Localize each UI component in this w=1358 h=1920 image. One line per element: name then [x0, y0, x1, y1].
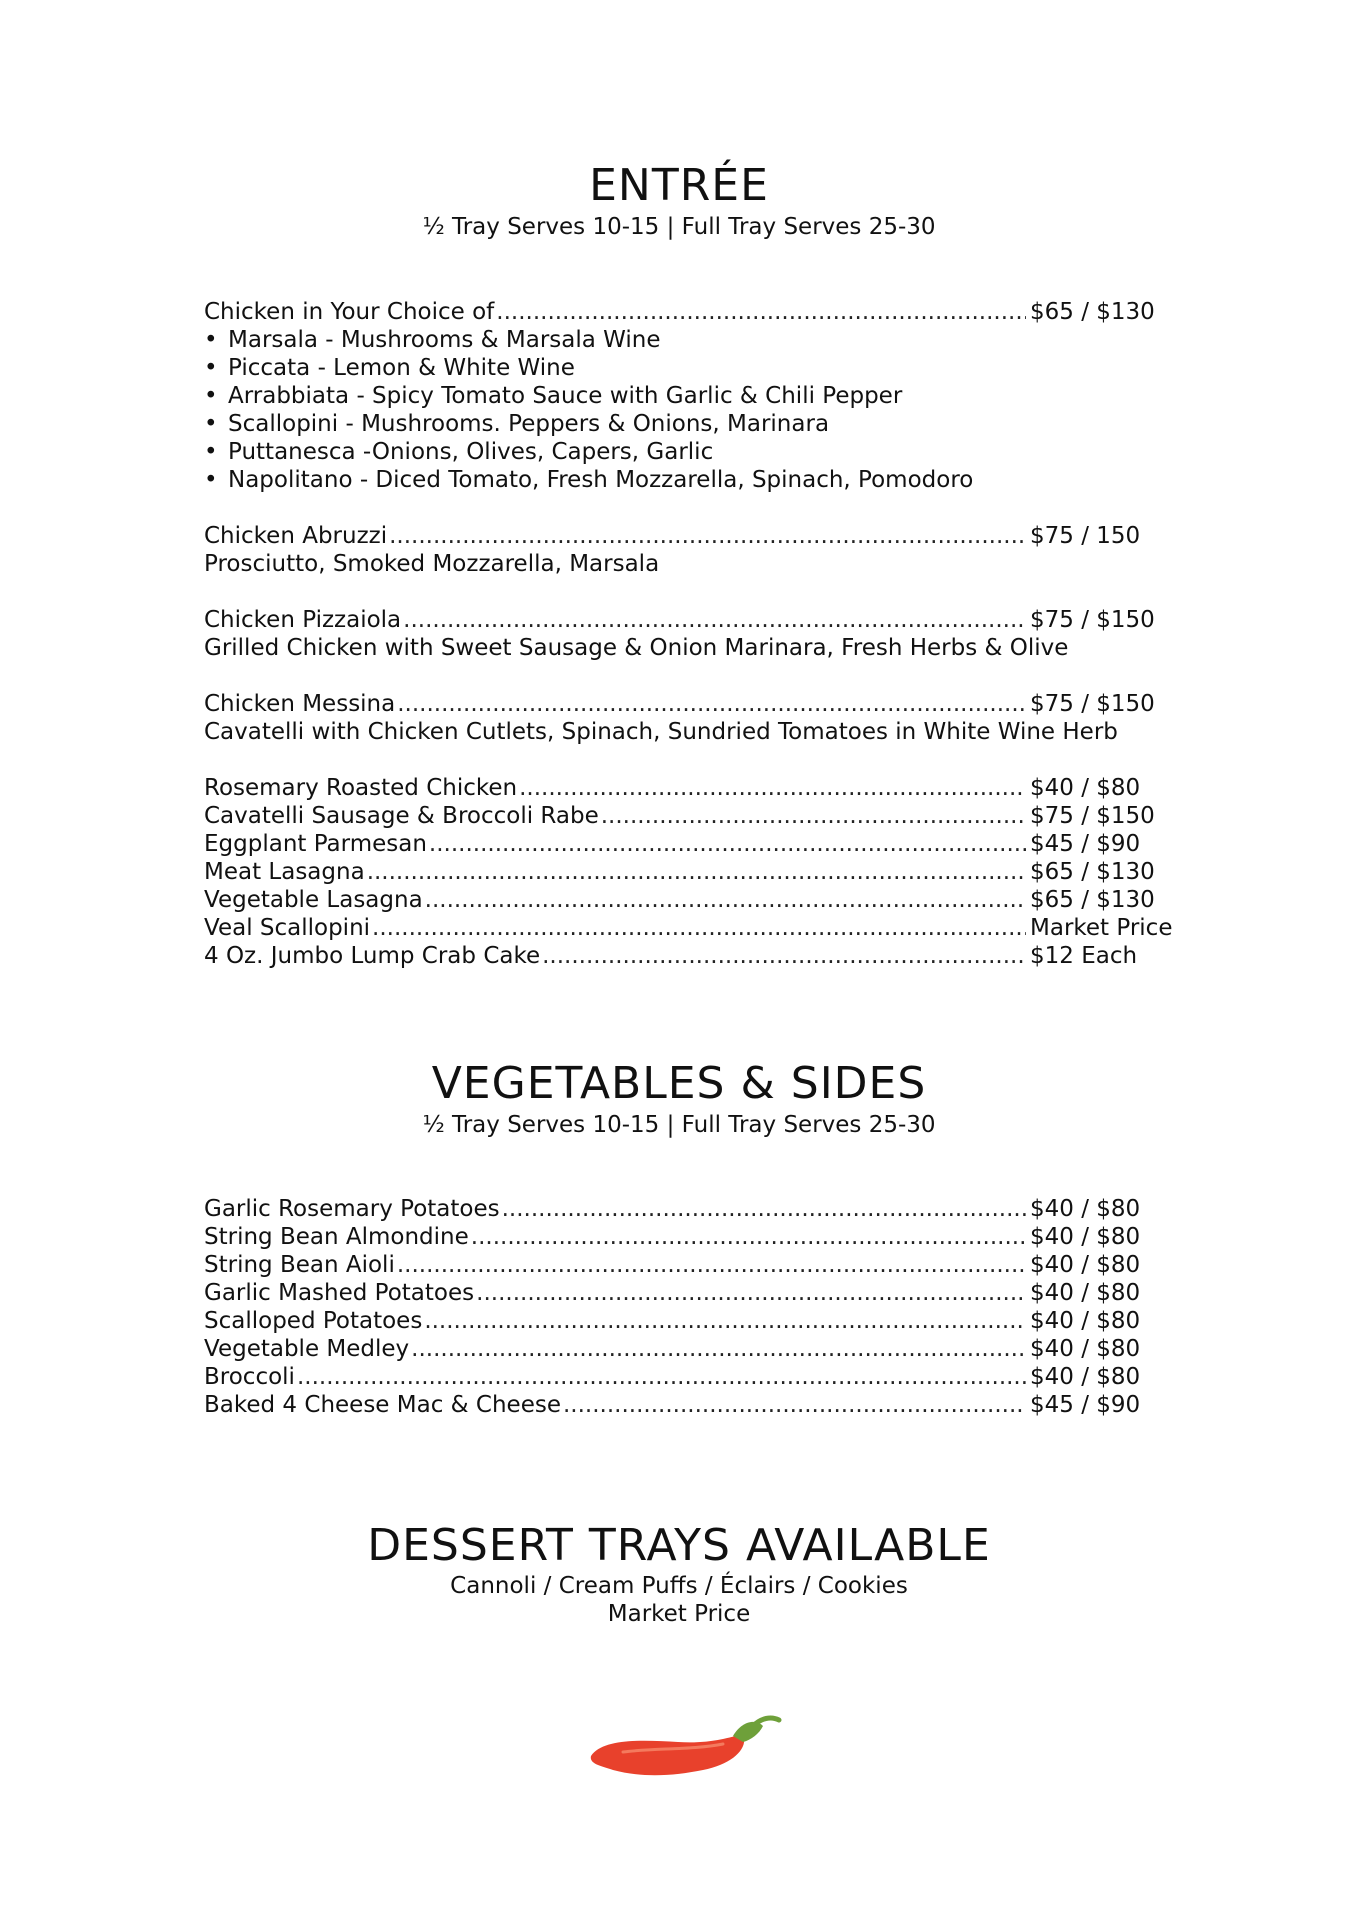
- item-name: String Bean Almondine: [204, 1224, 469, 1250]
- dessert-items: Cannoli / Cream Puffs / Éclairs / Cookies: [450, 1573, 908, 1599]
- pepper-stem: [753, 1718, 779, 1726]
- dot-leader: [519, 774, 1026, 802]
- item-price: $40 / $80: [1030, 1280, 1141, 1306]
- menu-item: [204, 298, 1170, 326]
- menu-item: [204, 1391, 1170, 1419]
- chili-pepper-icon: [583, 1708, 783, 1788]
- item-price: $12 Each: [1030, 943, 1138, 969]
- dot-leader: [476, 1279, 1026, 1307]
- entree-header: [0, 160, 1358, 242]
- dot-leader: [502, 1195, 1026, 1223]
- item-description: Prosciutto, Smoked Mozzarella, Marsala: [204, 551, 660, 577]
- menu-item: [204, 1223, 1170, 1251]
- entree-subtitle: ½ Tray Serves 10-15 | Full Tray Serves 25-30: [422, 214, 936, 240]
- menu-item: [204, 886, 1170, 914]
- item-name: Cavatelli Sausage & Broccoli Rabe: [204, 803, 599, 829]
- dot-leader: [496, 298, 1026, 326]
- sauce-option: • Arrabbiata - Spicy Tomato Sauce with Garlic & Chili Pepper: [204, 382, 1170, 410]
- item-name: Eggplant Parmesan: [204, 831, 427, 857]
- sauce-option: • Scallopini - Mushrooms. Peppers & Onions, Marinara: [204, 410, 1170, 438]
- item-name: Veal Scallopini: [204, 915, 371, 941]
- item-price: $40 / $80: [1030, 1336, 1141, 1362]
- item-name: Chicken in Your Choice of: [204, 299, 495, 325]
- menu-item: [204, 1279, 1170, 1307]
- item-name: Baked 4 Cheese Mac & Cheese: [204, 1392, 561, 1418]
- menu-item: [204, 1335, 1170, 1363]
- dot-leader: [425, 886, 1026, 914]
- item-price: $40 / $80: [1030, 1364, 1141, 1390]
- dot-leader: [389, 522, 1026, 550]
- menu-item: [204, 690, 1170, 718]
- dot-leader: [601, 802, 1026, 830]
- dot-leader: [542, 942, 1026, 970]
- item-description: Grilled Chicken with Sweet Sausage & Onion Marinara, Fresh Herbs & Olive: [204, 635, 1069, 661]
- item-name: Garlic Rosemary Potatoes: [204, 1196, 500, 1222]
- sauce-option: • Marsala - Mushrooms & Marsala Wine: [204, 326, 1170, 354]
- item-price: $75 / $150: [1030, 803, 1155, 829]
- entree-title: ENTRÉE: [589, 160, 769, 211]
- item-price: $75 / $150: [1030, 691, 1155, 717]
- dot-leader: [397, 690, 1026, 718]
- dessert-price: Market Price: [607, 1601, 751, 1627]
- item-price: $65 / $130: [1030, 299, 1155, 325]
- item-name: 4 Oz. Jumbo Lump Crab Cake: [204, 943, 541, 969]
- item-name: Broccoli: [204, 1364, 295, 1390]
- item-name: Vegetable Lasagna: [204, 887, 423, 913]
- dot-leader: [403, 606, 1026, 634]
- sides-header: [0, 1058, 1358, 1140]
- dot-leader: [297, 1363, 1026, 1391]
- menu-item: [204, 914, 1173, 942]
- item-description: Cavatelli with Chicken Cutlets, Spinach, Sundried Tomatoes in White Wine Herb: [204, 719, 1118, 745]
- sides-menu: [204, 1195, 1170, 1419]
- sides-title: VEGETABLES & SIDES: [431, 1058, 927, 1109]
- item-price: $65 / $130: [1030, 859, 1155, 885]
- menu-item: [204, 774, 1170, 802]
- dot-leader: [367, 858, 1026, 886]
- menu-item: [204, 858, 1170, 886]
- item-price: $75 / 150: [1030, 523, 1141, 549]
- sauce-option: • Puttanesca -Onions, Olives, Capers, Garlic: [204, 438, 1170, 466]
- item-price: $40 / $80: [1030, 775, 1141, 801]
- dot-leader: [563, 1391, 1026, 1419]
- item-name: Chicken Messina: [204, 691, 396, 717]
- item-name: Rosemary Roasted Chicken: [204, 775, 518, 801]
- dot-leader: [471, 1223, 1026, 1251]
- sauce-option: • Napolitano - Diced Tomato, Fresh Mozzarella, Spinach, Pomodoro: [204, 466, 1170, 494]
- item-price: $40 / $80: [1030, 1224, 1141, 1250]
- item-name: Vegetable Medley: [204, 1336, 410, 1362]
- item-name: Meat Lasagna: [204, 859, 365, 885]
- menu-item: [204, 942, 1170, 970]
- item-name: Chicken Pizzaiola: [204, 607, 402, 633]
- sides-subtitle: ½ Tray Serves 10-15 | Full Tray Serves 25-30: [422, 1112, 936, 1138]
- dessert-section: [0, 1520, 1358, 1628]
- menu-item: [204, 802, 1170, 830]
- item-price: $45 / $90: [1030, 1392, 1141, 1418]
- item-name: Scalloped Potatoes: [204, 1308, 423, 1334]
- menu-item: [204, 606, 1170, 634]
- dot-leader: [429, 830, 1026, 858]
- dot-leader: [411, 1335, 1026, 1363]
- menu-item: [204, 1363, 1170, 1391]
- menu-item: [204, 1195, 1170, 1223]
- item-name: Garlic Mashed Potatoes: [204, 1280, 475, 1306]
- item-price: $45 / $90: [1030, 831, 1141, 857]
- sauce-options: [204, 326, 1170, 494]
- item-price: $40 / $80: [1030, 1252, 1141, 1278]
- menu-item: [204, 1307, 1170, 1335]
- item-name: String Bean Aioli: [204, 1252, 395, 1278]
- entree-menu: [204, 298, 1173, 970]
- menu-item: [204, 1251, 1170, 1279]
- item-name: Chicken Abruzzi: [204, 523, 388, 549]
- menu-item: [204, 830, 1170, 858]
- dot-leader: [372, 914, 1026, 942]
- dot-leader: [424, 1307, 1026, 1335]
- item-price: $40 / $80: [1030, 1308, 1141, 1334]
- item-price: $40 / $80: [1030, 1196, 1141, 1222]
- dot-leader: [397, 1251, 1026, 1279]
- sauce-option: • Piccata - Lemon & White Wine: [204, 354, 1170, 382]
- item-price: $75 / $150: [1030, 607, 1155, 633]
- dessert-title: DESSERT TRAYS AVAILABLE: [367, 1520, 991, 1571]
- menu-item: [204, 522, 1170, 550]
- item-price: $65 / $130: [1030, 887, 1155, 913]
- pepper-body: [591, 1734, 744, 1775]
- item-price: Market Price: [1030, 915, 1173, 941]
